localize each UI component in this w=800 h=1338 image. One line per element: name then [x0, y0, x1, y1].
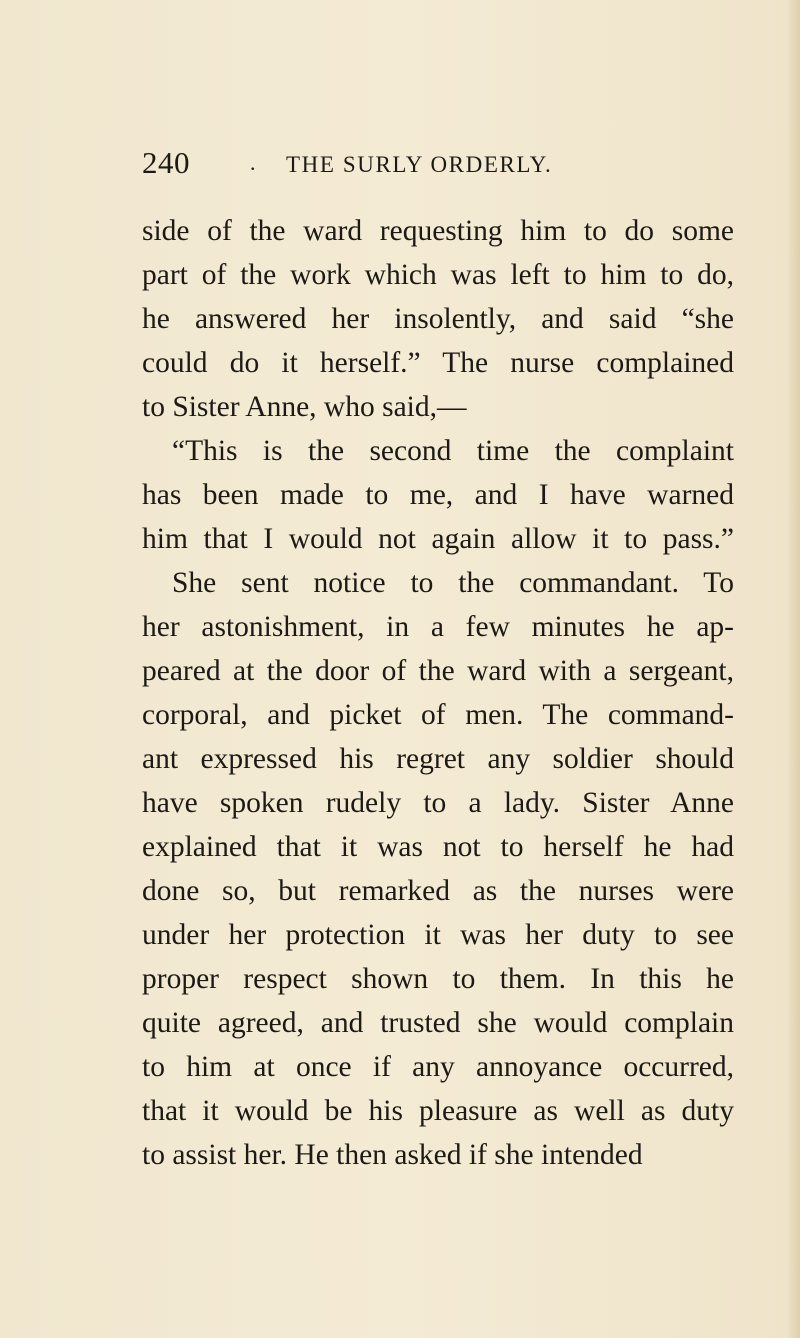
text-line: under her protection it was her duty to see — [142, 919, 734, 951]
text-line: explained that it was not to herself he had — [142, 831, 734, 863]
text-line: her astonishment, in a few minutes he ap- — [142, 611, 734, 643]
text-line: quite agreed, and trusted she would complain — [142, 1007, 734, 1039]
text-line: corporal, and picket of men. The command- — [142, 699, 734, 731]
text-line: “This is the second time the complaint — [172, 435, 734, 467]
text-line: could do it herself.” The nurse complained — [142, 347, 734, 379]
text-line: to Sister Anne, who said,— — [142, 391, 467, 423]
running-head-separator: . — [250, 150, 256, 175]
page-edge-shadow — [786, 0, 800, 1338]
body-text — [142, 209, 734, 1177]
text-line: done so, but remarked as the nurses were — [142, 875, 734, 907]
text-line: She sent notice to the commandant. To — [172, 567, 734, 599]
text-line: part of the work which was left to him to do, — [142, 259, 734, 291]
text-line: that it would be his pleasure as well as duty — [142, 1095, 734, 1127]
text-line: ant expressed his regret any soldier should — [142, 743, 734, 775]
running-head-title: THE SURLY ORDERLY. — [286, 152, 553, 177]
text-line: him that I would not again allow it to pass.” — [142, 523, 734, 555]
text-line: to assist her. He then asked if she intended — [142, 1139, 643, 1171]
text-line: proper respect shown to them. In this he — [142, 963, 734, 995]
text-line: has been made to me, and I have warned — [142, 479, 734, 511]
text-line: to him at once if any annoyance occurred, — [142, 1051, 734, 1083]
running-head — [142, 143, 562, 183]
page-number: 240 — [142, 145, 190, 180]
text-line: peared at the door of the ward with a sergeant, — [142, 655, 734, 687]
text-line: he answered her insolently, and said “she — [142, 303, 734, 335]
text-line: have spoken rudely to a lady. Sister Anne — [142, 787, 734, 819]
text-line: side of the ward requesting him to do some — [142, 215, 734, 247]
